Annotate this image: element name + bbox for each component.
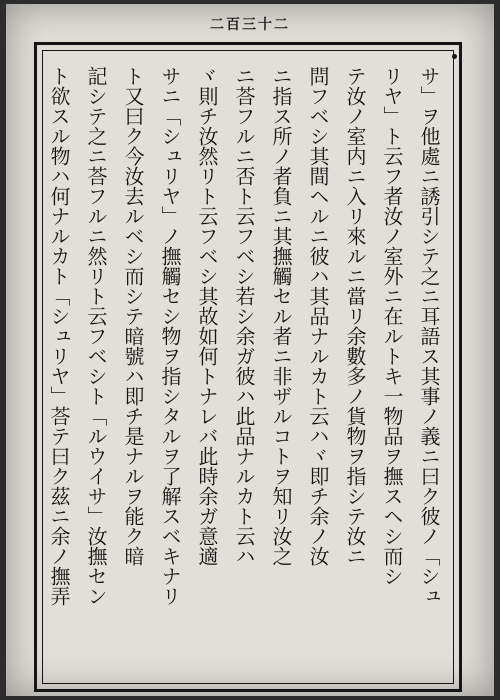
text-column: ト欲スル物ハ何ナルカト「シュリヤ」荅テ曰ク茲ニ余ノ撫弄 [47,66,71,606]
text-column: ニ指ス所ノ者負ニ其撫觸セル者ニ非ザルコトヲ知リ汝之 [269,66,293,566]
text-column: ニ荅フルニ否ト云フベシ若シ余ガ彼ハ此品ナルカト云ハ [232,66,256,566]
text-column: サニ「シュリヤ」ノ撫觸セシ物ヲ指シタルヲ了解スベキナリ [158,66,182,606]
text-column: サ」ヲ他處ニ誘引シテ之ニ耳語ス其事ノ義ニ曰ク彼ノ「シュ [417,66,441,606]
book-page [6,4,494,696]
text-column: リヤ」ト云フ者汝ノ室外ニ在ルトキ一物品ヲ撫スヘシ而シ [380,66,404,586]
text-column: テ汝ノ室内ニ入リ來ルニ當リ余數多ノ貨物ヲ指シテ汝ニ [343,66,367,566]
text-column: ト又曰ク今汝去ルベシ而シテ暗號ハ即チ是ナルヲ能ク暗 [121,66,145,566]
corner-dot-mark [452,54,457,59]
page-number-header: 二百三十二 [210,17,290,33]
text-column: 記シテ之ニ荅フルニ然リト云フベシト「ルウイサ」汝撫セン [84,66,108,606]
text-column: 問フベシ其間ヘルニ彼ハ其品ナルカト云ハヾ即チ余ノ汝 [306,66,330,566]
text-column: ヾ則チ汝然リト云フベシ其故如何トナレバ此時余ガ意適 [195,66,219,566]
